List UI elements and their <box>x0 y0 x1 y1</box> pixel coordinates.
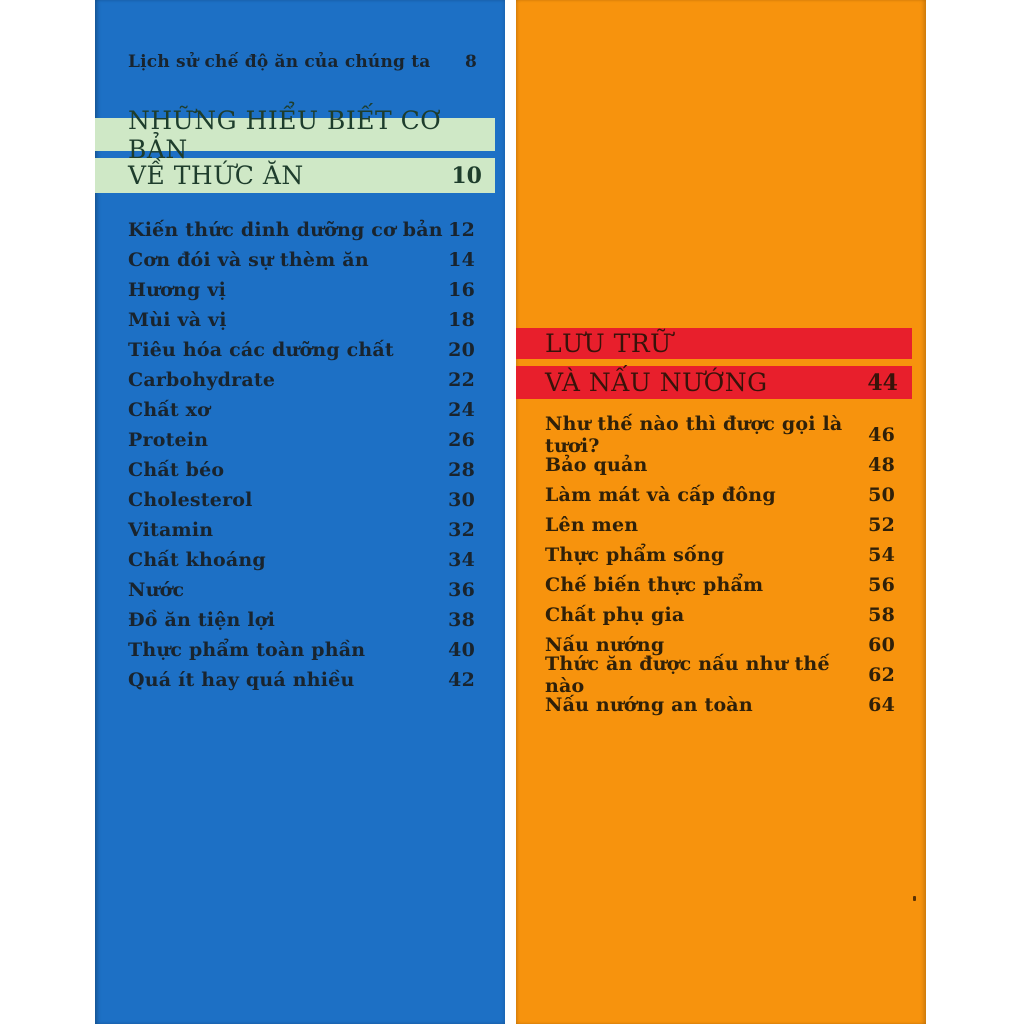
toc-entry <box>128 575 475 605</box>
section-title-line1: LƯU TRỮ <box>545 329 672 358</box>
section-page-number: 44 <box>867 369 898 396</box>
toc-entry-label: Hương vị <box>128 279 227 301</box>
section-banner-storage-cooking <box>516 328 912 399</box>
toc-list-right <box>545 413 895 720</box>
toc-entry <box>128 425 475 455</box>
toc-entry-page: 26 <box>448 429 475 451</box>
section-banner-line2 <box>516 366 912 399</box>
toc-entry-page: 62 <box>868 664 895 686</box>
toc-entry-page: 52 <box>868 514 895 536</box>
toc-entry <box>128 635 475 665</box>
toc-entry-page: 22 <box>448 369 475 391</box>
toc-entry-page: 14 <box>448 249 475 271</box>
toc-entry-page: 28 <box>448 459 475 481</box>
toc-entry-label: Đồ ăn tiện lợi <box>128 609 276 631</box>
toc-entry-label: Tiêu hóa các dưỡng chất <box>128 339 394 361</box>
toc-entry <box>545 570 895 600</box>
toc-entry <box>128 365 475 395</box>
toc-entry-page: 56 <box>868 574 895 596</box>
toc-entry <box>545 540 895 570</box>
toc-entry-label: Chất béo <box>128 459 225 481</box>
toc-entry-label: Như thế nào thì được gọi là tươi? <box>545 413 843 457</box>
toc-entry-label: Protein <box>128 429 209 451</box>
toc-entry-page: 16 <box>448 279 475 301</box>
toc-entry-label: Chất khoáng <box>128 549 266 571</box>
toc-entry <box>128 485 475 515</box>
toc-entry-label: Vitamin <box>128 519 214 541</box>
right-page <box>516 0 926 1024</box>
toc-entry-page: 64 <box>868 694 895 716</box>
toc-entry <box>128 605 475 635</box>
toc-entry-label: Nấu nướng an toàn <box>545 694 753 716</box>
toc-entry-page: 36 <box>448 579 475 601</box>
toc-entry <box>128 335 475 365</box>
toc-entry-page: 50 <box>868 484 895 506</box>
toc-entry-label: Carbohydrate <box>128 369 276 391</box>
toc-entry <box>128 665 475 695</box>
toc-entry-label: Chất phụ gia <box>545 604 685 626</box>
section-banner-line1 <box>516 328 912 359</box>
toc-entry <box>128 215 475 245</box>
toc-entry-label: Kiến thức dinh dưỡng cơ bản <box>128 219 443 241</box>
toc-entry <box>128 305 475 335</box>
left-page <box>95 0 505 1024</box>
section-title-line2: VÀ NẤU NƯỚNG <box>545 368 768 397</box>
toc-entry-page: 30 <box>448 489 475 511</box>
toc-list-left <box>128 215 475 695</box>
toc-entry-page: 12 <box>448 219 475 241</box>
toc-entry-label: Lên men <box>545 514 639 536</box>
section-banner-line1 <box>95 105 495 164</box>
toc-entry <box>545 413 895 457</box>
toc-entry <box>128 455 475 485</box>
toc-entry <box>545 480 895 510</box>
toc-entry-page: 48 <box>868 454 895 476</box>
toc-entry-page: 40 <box>448 639 475 661</box>
toc-entry-page: 54 <box>868 544 895 566</box>
toc-header-row <box>128 52 477 72</box>
toc-entry <box>545 653 895 697</box>
toc-entry-page: 34 <box>448 549 475 571</box>
toc-entry-label: Quá ít hay quá nhiều <box>128 669 355 691</box>
section-page-number: 10 <box>451 162 482 189</box>
toc-entry-page: 38 <box>448 609 475 631</box>
toc-entry-page: 58 <box>868 604 895 626</box>
toc-entry-page: 18 <box>448 309 475 331</box>
toc-entry <box>128 275 475 305</box>
section-title-line1: NHỮNG HIỂU BIẾT CƠ BẢN <box>128 105 442 164</box>
toc-entry-label: Cơn đói và sự thèm ăn <box>128 249 369 271</box>
toc-entry <box>545 510 895 540</box>
section-title-line2: VỀ THỨC ĂN <box>128 161 304 190</box>
toc-entry-page: 24 <box>448 399 475 421</box>
toc-entry-label: Thực phẩm toàn phần <box>128 639 366 661</box>
toc-entry <box>545 600 895 630</box>
toc-entry-label: Mùi và vị <box>128 309 227 331</box>
toc-entry-label: Thực phẩm sống <box>545 544 725 566</box>
scan-speck-artifact <box>913 896 916 901</box>
toc-entry-label: Nấu nướng <box>545 634 665 656</box>
toc-entry-label: Cholesterol <box>128 489 253 511</box>
toc-entry-page: 32 <box>448 519 475 541</box>
toc-entry-page: 46 <box>868 424 895 446</box>
toc-entry <box>128 545 475 575</box>
section-banner-basics <box>95 105 495 193</box>
toc-entry-label: Làm mát và cấp đông <box>545 484 776 506</box>
toc-entry-label: Chất xơ <box>128 399 211 421</box>
toc-entry-label: Bảo quản <box>545 454 648 476</box>
toc-header-label: Lịch sử chế độ ăn của chúng ta <box>128 52 431 72</box>
toc-entry <box>128 515 475 545</box>
toc-entry-page: 60 <box>868 634 895 656</box>
toc-entry <box>128 245 475 275</box>
toc-entry <box>128 395 475 425</box>
toc-entry-label: Chế biến thực phẩm <box>545 574 764 596</box>
toc-entry-page: 42 <box>448 669 475 691</box>
toc-entry-label: Nước <box>128 579 185 601</box>
toc-entry-page: 20 <box>448 339 475 361</box>
toc-entry-label: Thức ăn được nấu như thế nào <box>545 653 830 697</box>
toc-header-page: 8 <box>464 52 477 72</box>
